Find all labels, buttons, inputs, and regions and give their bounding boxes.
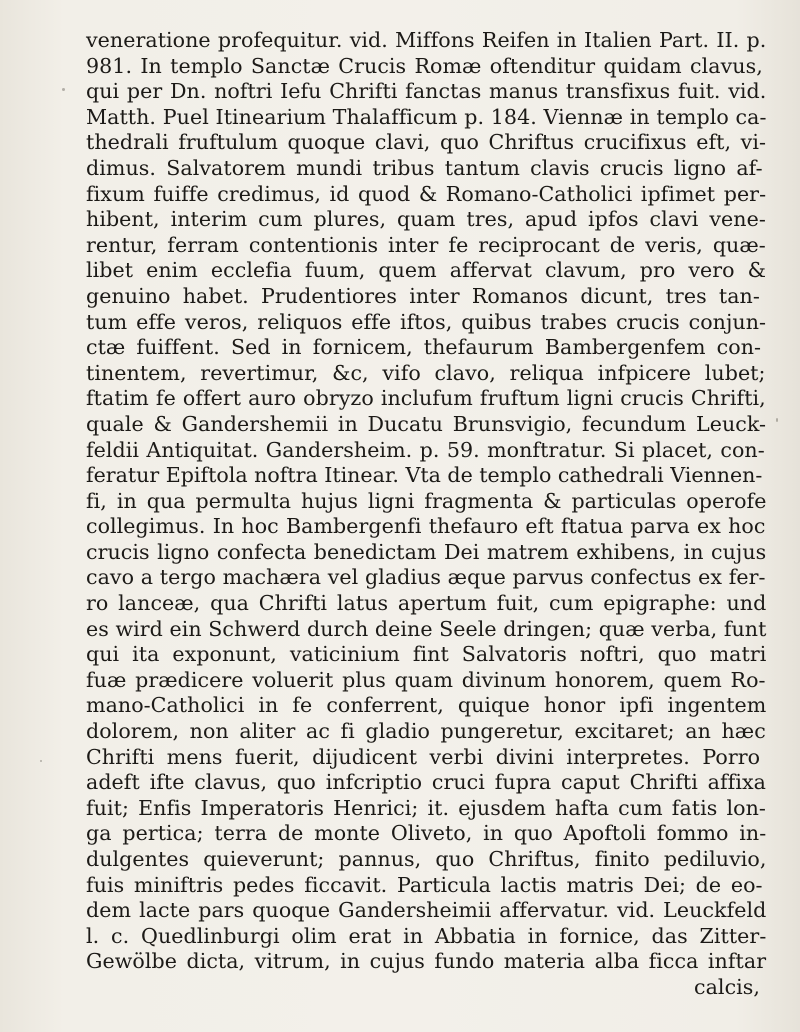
text-line: qui per Dn. noftri Iefu Chrifti fanctas manus transfixus fuit. vid. — [86, 79, 767, 104]
text-line: Chrifti mens fuerit, dijudicent verbi divini interpretes. Porro — [86, 744, 761, 769]
text-line: ftatim fe offert auro obryzo inclufum fruftum ligni crucis Chrifti, — [86, 386, 766, 411]
paper-speck — [776, 418, 778, 422]
text-line: feratur Epiftola noftra Itinear. Vta de templo cathedrali Viennen- — [86, 463, 763, 488]
text-line: fuit; Enfis Imperatoris Henrici; it. ejusdem hafta cum fatis lon- — [86, 795, 766, 820]
paper-speck — [40, 760, 42, 762]
text-line: fi, in qua permulta hujus ligni fragmenta & particulas operofe — [86, 488, 767, 513]
text-line: adeft ifte clavus, quo infcriptio cruci fupra caput Chrifti affixa — [86, 770, 766, 795]
text-line: ga pertica; terra de monte Oliveto, in quo Apoftoli fommo in- — [86, 821, 767, 846]
text-line: dimus. Salvatorem mundi tribus tantum clavis crucis ligno af- — [86, 155, 763, 180]
text-line: tum effe veros, reliquos effe iftos, quibus trabes crucis conjun- — [86, 309, 767, 334]
text-line: fuæ prædicere voluerit plus quam divinum honorem, quem Ro- — [86, 667, 766, 692]
text-line: dolorem, non aliter ac fi gladio pungeretur, excitaret; an hæc — [86, 719, 766, 744]
paper-speck — [62, 88, 65, 91]
text-line: collegimus. In hoc Bambergenfi thefauro eft ftatua parva ex hoc — [86, 514, 766, 539]
text-line: es wird ein Schwerd durch deine Seele dringen; quæ verba, funt — [86, 616, 767, 641]
text-line: ctæ fuiffent. Sed in fornicem, thefaurum Bambergenfem con- — [86, 335, 762, 360]
text-line: libet enim ecclefia fuum, quem affervat clavum, pro vero & — [86, 258, 767, 283]
text-line: dem lacte pars quoque Gandersheimii affervatur. vid. Leuckfeld — [86, 898, 767, 923]
text-line: l. c. Quedlinburgi olim erat in Abbatia in fornice, das Zitter- — [86, 923, 767, 948]
text-line: feldii Antiquitat. Gandersheim. p. 59. monftratur. Si placet, con- — [86, 437, 765, 462]
text-line: rentur, ferram contentionis inter fe reciprocant de veris, quæ- — [86, 232, 766, 257]
text-line: tinentem, revertimur, &c, vifo clavo, reliqua infpicere lubet; — [86, 360, 766, 385]
text-line: ro lanceæ, qua Chrifti latus apertum fuit, cum epigraphe: und — [86, 591, 767, 616]
text-line: crucis ligno confecta benedictam Dei matrem exhibens, in cujus — [86, 539, 767, 564]
catchword: calcis, — [694, 974, 760, 999]
text-line: quale & Gandershemii in Ducatu Brunsvigio, fecundum Leuck- — [86, 411, 767, 436]
text-line: mano-Catholici in fe conferrent, quique honor ipfi ingentem — [86, 693, 767, 718]
text-line: thedrali fruftulum quoque clavi, quo Chriftus crucifixus eft, vi- — [86, 130, 766, 155]
text-line: fuis miniftris pedes ficcavit. Particula lactis matris Dei; de eo- — [86, 872, 763, 897]
text-line: Gewölbe dicta, vitrum, in cujus fundo materia alba ficca inftar — [86, 949, 767, 974]
text-line: 981. In templo Sanctæ Crucis Romæ oftenditur quidam clavus, — [86, 53, 763, 78]
text-line: dulgentes quieverunt; pannus, quo Chriftus, finito pediluvio, — [86, 847, 767, 871]
text-line: Matth. Puel Itinearium Thalafficum p. 184. Viennæ in templo ca- — [86, 104, 767, 129]
text-line: qui ita exponunt, vaticinium fint Salvatoris noftri, quo matri — [86, 642, 767, 667]
text-line: veneratione profequitur. vid. Miffons Reifen in Italien Part. II. p. — [86, 28, 767, 52]
text-line: cavo a tergo machæra vel gladius æque parvus confectus ex fer- — [86, 565, 766, 590]
text-line: genuino habet. Prudentiores inter Romanos dicunt, tres tan- — [86, 283, 760, 308]
text-line: hibent, interim cum plures, quam tres, apud ipfos clavi vene- — [86, 207, 766, 232]
text-line: fixum fuiffe credimus, id quod & Romano-Catholici ipfimet per- — [86, 181, 767, 206]
body-text — [86, 28, 766, 1001]
